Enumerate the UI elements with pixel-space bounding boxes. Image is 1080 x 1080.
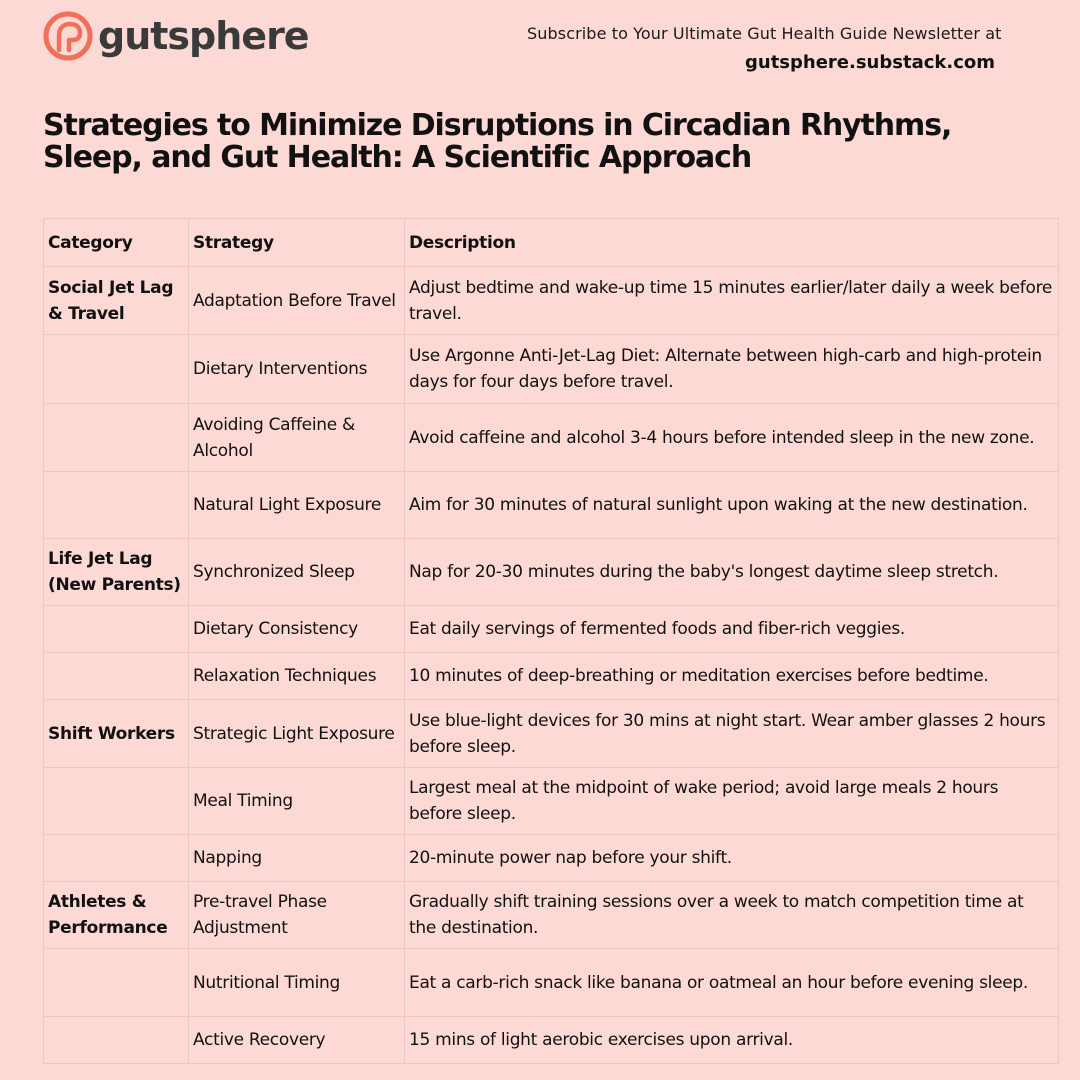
description-cell: Gradually shift training sessions over a week to match competition time at the destination. bbox=[405, 882, 1059, 949]
table-row bbox=[44, 700, 1059, 768]
description-cell: Eat a carb-rich snack like banana or oatmeal an hour before evening sleep. bbox=[405, 949, 1059, 1017]
strategy-cell: Dietary Consistency bbox=[189, 606, 405, 653]
table-row bbox=[44, 335, 1059, 404]
description-cell: Adjust bedtime and wake-up time 15 minutes earlier/later daily a week before travel. bbox=[405, 267, 1059, 335]
category-cell bbox=[44, 768, 189, 835]
strategy-cell: Meal Timing bbox=[189, 768, 405, 835]
category-cell: Athletes & Performance bbox=[44, 882, 189, 949]
description-cell: 20-minute power nap before your shift. bbox=[405, 835, 1059, 882]
table-row bbox=[44, 404, 1059, 472]
category-cell bbox=[44, 835, 189, 882]
category-cell bbox=[44, 606, 189, 653]
table-row bbox=[44, 653, 1059, 700]
description-cell: 15 mins of light aerobic exercises upon arrival. bbox=[405, 1017, 1059, 1064]
table-header-row bbox=[44, 219, 1059, 267]
strategy-cell: Napping bbox=[189, 835, 405, 882]
strategy-cell: Natural Light Exposure bbox=[189, 472, 405, 539]
table-row bbox=[44, 267, 1059, 335]
strategy-cell: Relaxation Techniques bbox=[189, 653, 405, 700]
strategy-cell: Avoiding Caffeine & Alcohol bbox=[189, 404, 405, 472]
strategy-cell: Strategic Light Exposure bbox=[189, 700, 405, 768]
description-cell: Use Argonne Anti-Jet-Lag Diet: Alternate between high-carb and high-protein days for four days before travel. bbox=[405, 335, 1059, 404]
strategy-cell: Synchronized Sleep bbox=[189, 539, 405, 606]
table-row bbox=[44, 882, 1059, 949]
category-cell bbox=[44, 472, 189, 539]
category-cell: Life Jet Lag (New Parents) bbox=[44, 539, 189, 606]
category-cell: Social Jet Lag & Travel bbox=[44, 267, 189, 335]
description-cell: Use blue-light devices for 30 mins at night start. Wear amber glasses 2 hours before sleep. bbox=[405, 700, 1059, 768]
strategies-table bbox=[43, 218, 1059, 1064]
table-row bbox=[44, 472, 1059, 539]
subscribe-link[interactable]: gutsphere.substack.com bbox=[745, 52, 995, 73]
header-category: Category bbox=[44, 219, 189, 267]
strategy-cell: Active Recovery bbox=[189, 1017, 405, 1064]
category-cell bbox=[44, 404, 189, 472]
description-cell: Avoid caffeine and alcohol 3-4 hours before intended sleep in the new zone. bbox=[405, 404, 1059, 472]
category-cell bbox=[44, 653, 189, 700]
strategy-cell: Adaptation Before Travel bbox=[189, 267, 405, 335]
table-row bbox=[44, 539, 1059, 606]
page-title: Strategies to Minimize Disruptions in Circadian Rhythms, Sleep, and Gut Health: A Scientific Approach bbox=[43, 108, 952, 175]
header-strategy: Strategy bbox=[189, 219, 405, 267]
category-cell bbox=[44, 335, 189, 404]
strategy-cell: Dietary Interventions bbox=[189, 335, 405, 404]
brand-logo bbox=[42, 10, 309, 62]
table-row bbox=[44, 768, 1059, 835]
category-cell bbox=[44, 949, 189, 1017]
header-description: Description bbox=[405, 219, 1059, 267]
description-cell: Eat daily servings of fermented foods and fiber-rich veggies. bbox=[405, 606, 1059, 653]
description-cell: 10 minutes of deep-breathing or meditation exercises before bedtime. bbox=[405, 653, 1059, 700]
strategy-cell: Nutritional Timing bbox=[189, 949, 405, 1017]
category-cell: Shift Workers bbox=[44, 700, 189, 768]
table-row bbox=[44, 1017, 1059, 1064]
category-cell bbox=[44, 1017, 189, 1064]
strategy-cell: Pre-travel Phase Adjustment bbox=[189, 882, 405, 949]
description-cell: Largest meal at the midpoint of wake period; avoid large meals 2 hours before sleep. bbox=[405, 768, 1059, 835]
table-row bbox=[44, 606, 1059, 653]
table-row bbox=[44, 949, 1059, 1017]
table-row bbox=[44, 835, 1059, 882]
gut-logo-icon bbox=[42, 10, 94, 62]
brand-name: gutsphere bbox=[98, 14, 309, 58]
description-cell: Nap for 20-30 minutes during the baby's longest daytime sleep stretch. bbox=[405, 539, 1059, 606]
description-cell: Aim for 30 minutes of natural sunlight upon waking at the new destination. bbox=[405, 472, 1059, 539]
subscribe-text: Subscribe to Your Ultimate Gut Health Guide Newsletter at bbox=[527, 24, 1002, 43]
